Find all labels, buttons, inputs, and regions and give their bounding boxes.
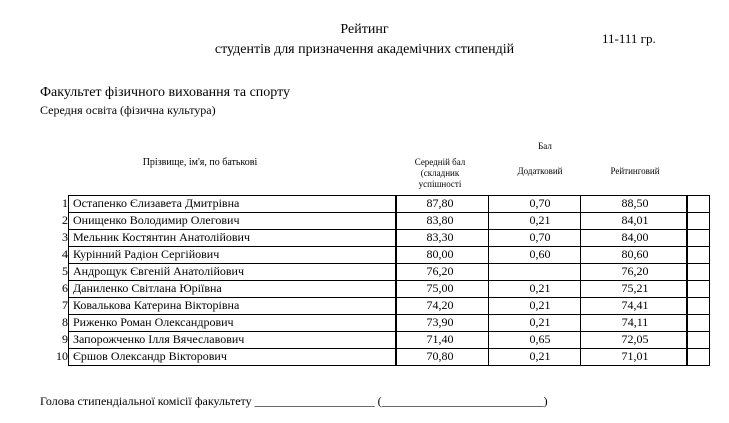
student-name: Курінний Радіон Сергійович <box>73 247 220 261</box>
table-rule <box>68 348 710 349</box>
table-row <box>0 195 729 212</box>
student-name: Запорожченко Ілля Вячеславович <box>73 332 245 346</box>
student-name: Даниленко Світлана Юріївна <box>73 281 222 295</box>
table-column-divider <box>580 195 581 366</box>
rating-score: 84,00 <box>621 230 649 244</box>
table-rule <box>68 314 710 315</box>
average-score: 76,20 <box>426 264 454 278</box>
additional-score: 0,21 <box>529 315 551 329</box>
additional-score: 0,21 <box>529 213 551 227</box>
table-row <box>0 331 729 348</box>
table-column-divider <box>709 195 710 366</box>
column-header-rating: Рейтинговий <box>610 166 660 176</box>
additional-score: 0,21 <box>529 281 551 295</box>
rating-score: 74,41 <box>621 298 649 312</box>
page-title: Рейтинг <box>340 22 389 37</box>
average-score: 87,80 <box>426 196 454 210</box>
student-name: Онищенко Володимир Олегович <box>73 213 240 227</box>
rating-score: 72,05 <box>621 332 649 346</box>
average-score: 83,80 <box>426 213 454 227</box>
average-score: 71,40 <box>426 332 454 346</box>
column-header-name: Прізвище, ім'я, по батькові <box>142 157 258 168</box>
additional-score: 0,70 <box>529 196 551 210</box>
average-score: 74,20 <box>426 298 454 312</box>
rating-score: 88,50 <box>621 196 649 210</box>
student-name: Мельник Костянтин Анатолійович <box>73 230 251 244</box>
student-name: Андрощук Євгеній Анатолійович <box>73 264 245 278</box>
rating-score: 75,21 <box>621 281 649 295</box>
rating-score: 71,01 <box>621 349 649 363</box>
table-rule <box>68 229 710 230</box>
group-label: 11-111 гр. <box>602 31 656 46</box>
additional-score <box>500 263 580 280</box>
table-row <box>0 263 729 280</box>
table-rule <box>68 263 710 264</box>
table-row <box>0 314 729 331</box>
table-rule <box>68 212 710 213</box>
column-header-bal: Бал <box>538 141 552 151</box>
column-header-additional: Додатковий <box>517 166 563 176</box>
table-rule <box>68 195 710 196</box>
faculty-label: Факультет фізичного виховання та спорту <box>40 85 291 100</box>
table-rule <box>68 297 710 298</box>
average-score: 73,90 <box>426 315 454 329</box>
student-name: Ковалькова Катерина Вікторівна <box>73 298 240 312</box>
table-column-divider <box>68 195 69 366</box>
additional-score: 0,21 <box>529 298 551 312</box>
table-column-divider <box>395 195 397 366</box>
row-number: 3 <box>62 230 68 244</box>
table-row <box>0 348 729 365</box>
table-rule <box>68 246 710 247</box>
row-number: 2 <box>62 213 68 227</box>
row-number: 4 <box>62 247 68 261</box>
row-number: 6 <box>62 281 68 295</box>
table-column-divider <box>488 195 489 366</box>
table-rule <box>68 365 710 366</box>
page-subtitle: студентів для призначення академічних стипендій <box>214 42 515 57</box>
table-row <box>0 212 729 229</box>
average-score: 83,30 <box>426 230 454 244</box>
average-score: 70,80 <box>426 349 454 363</box>
education-label: Середня освіта (фізична культура) <box>40 103 216 117</box>
row-number: 8 <box>62 315 68 329</box>
table-rule <box>68 280 710 281</box>
average-score: 80,00 <box>426 247 454 261</box>
average-score: 75,00 <box>426 281 454 295</box>
student-name: Єршов Олександр Вікторович <box>73 349 227 363</box>
row-number: 5 <box>62 264 68 278</box>
additional-score: 0,70 <box>529 230 551 244</box>
rating-score: 84,01 <box>621 213 649 227</box>
column-header-average: Середній бал (складник успішності <box>414 157 466 189</box>
table-row <box>0 280 729 297</box>
additional-score: 0,21 <box>529 349 551 363</box>
table-rule <box>68 331 710 332</box>
student-name: Остапенко Єлизавета Дмитрівна <box>73 196 240 210</box>
row-number: 7 <box>62 298 68 312</box>
row-number: 10 <box>56 349 68 363</box>
rating-score: 74,11 <box>621 315 649 329</box>
additional-score: 0,60 <box>529 247 551 261</box>
table-row <box>0 297 729 314</box>
rating-score: 76,20 <box>621 264 649 278</box>
row-number: 1 <box>62 196 68 210</box>
table-row <box>0 229 729 246</box>
table-column-divider <box>686 195 688 366</box>
table-row <box>0 246 729 263</box>
rating-score: 80,60 <box>621 247 649 261</box>
student-name: Риженко Роман Олександрович <box>73 315 234 329</box>
row-number: 9 <box>62 332 68 346</box>
signature-line: Голова стипендіальної комісії факультету ____________________ (___________________________) <box>40 394 548 408</box>
additional-score: 0,65 <box>529 332 551 346</box>
